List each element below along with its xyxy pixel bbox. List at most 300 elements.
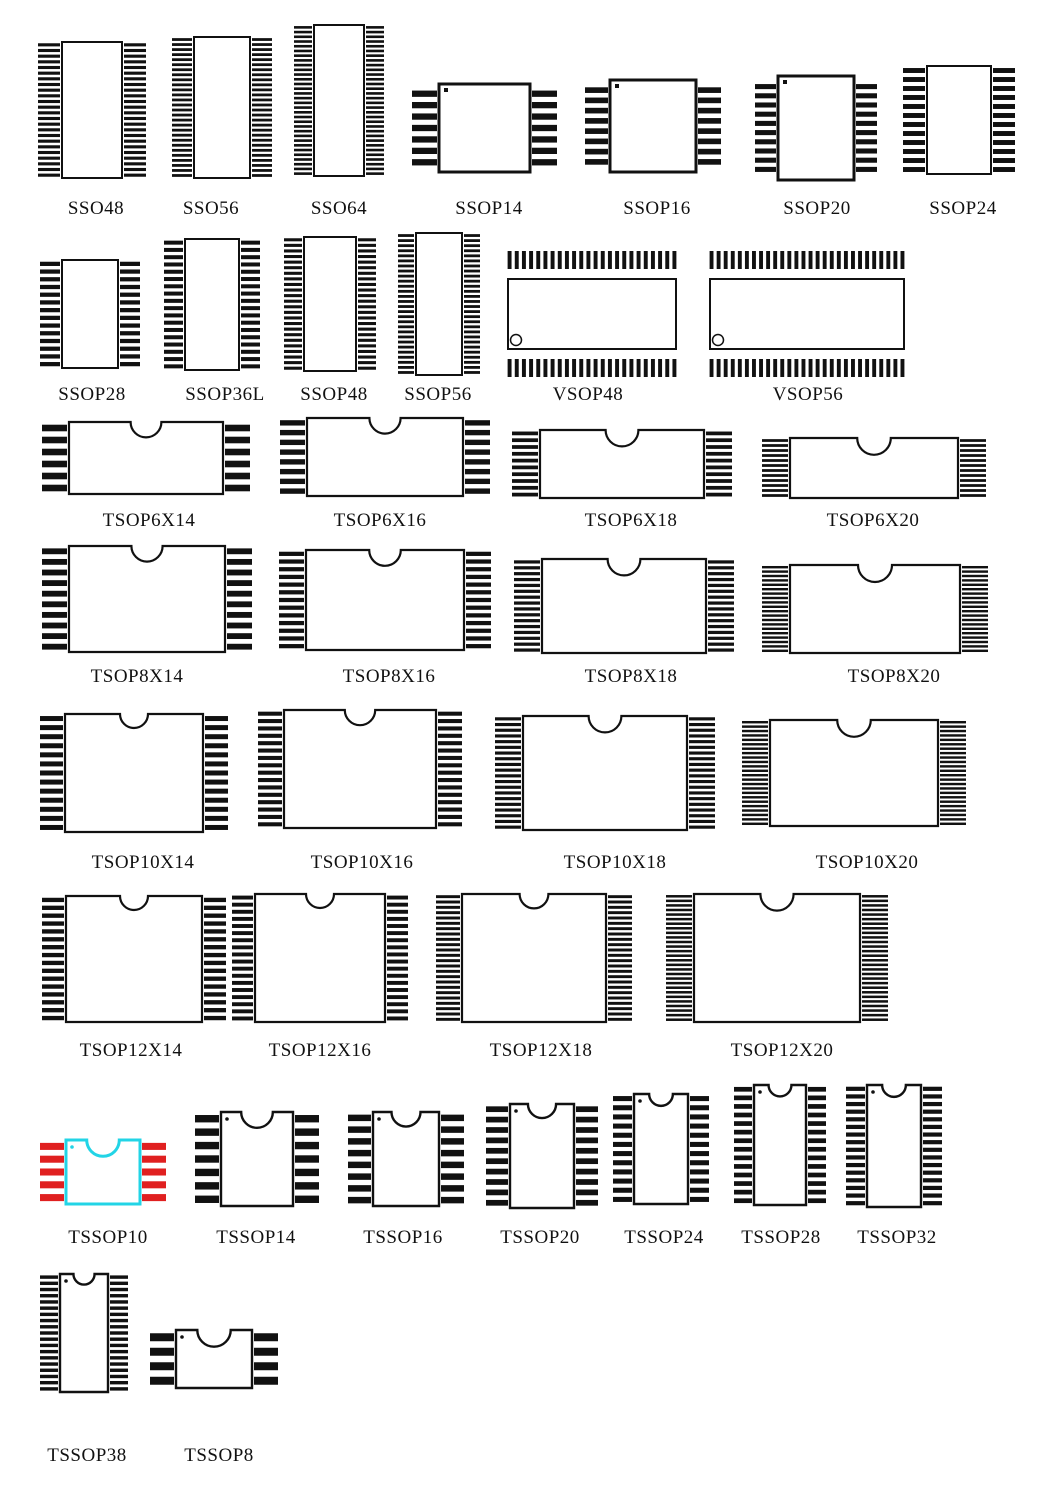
pin [366,139,384,142]
pin [666,945,692,948]
pin [613,1133,632,1138]
pin [734,1190,752,1195]
package-drawing [734,1083,826,1207]
pin [436,970,460,973]
package-drawing [40,258,140,370]
pin [241,335,260,339]
pin [724,359,728,377]
pin-row-top [508,251,677,269]
pin [120,269,140,273]
pin [205,789,228,794]
pin [284,283,302,286]
package-body [540,430,704,498]
pin [594,251,598,269]
pin [412,125,437,131]
pin [608,970,632,973]
pin [585,128,608,134]
pin [940,800,966,802]
pin [808,1198,826,1203]
pin [294,153,312,156]
pin [40,725,63,730]
pin-column-left [42,898,64,1020]
pin [734,1147,752,1152]
pin [294,40,312,43]
pin [940,818,966,820]
pin [742,818,768,820]
package-body [867,1085,921,1207]
pin [466,629,491,633]
pin [514,560,540,563]
pin [637,359,641,377]
pin-column-right [438,712,462,827]
pin [110,1313,128,1316]
package-body [694,894,860,1022]
package-label: TSOP12X14 [79,1040,183,1061]
pin1-dot-icon [180,1335,184,1339]
pin [903,158,925,163]
pin [110,1325,128,1328]
pin [495,803,521,806]
pin [38,117,60,120]
pin [38,162,60,165]
pin [608,901,632,904]
pin [622,251,626,269]
pin [862,1018,888,1021]
pin [225,449,250,456]
pin [698,118,721,124]
pin [608,975,632,978]
pin [42,929,64,933]
package-label: TSOP8X14 [90,666,184,687]
pin [284,350,302,353]
pin [387,988,408,992]
pin [466,598,491,602]
pin [802,251,806,269]
pin [252,73,272,76]
pin [120,323,140,327]
pin [398,234,414,237]
pin [862,986,888,989]
pin [252,174,272,177]
pin [644,251,648,269]
pin [120,285,140,289]
pin [40,1331,58,1334]
pin [742,743,768,745]
pin [666,922,692,925]
pin [295,1196,319,1203]
pin [608,922,632,925]
pin [412,148,437,154]
pin [903,140,925,145]
pin [252,83,272,86]
pin [124,94,146,97]
pin [486,1158,508,1164]
pin [830,359,834,377]
pin [348,1126,371,1132]
pin [742,814,768,816]
pin [862,936,888,939]
pin [110,1350,128,1353]
pin [195,1182,219,1189]
pin [962,645,988,647]
pin [232,1016,253,1020]
pin [284,266,302,269]
pin [436,959,460,962]
pin [42,898,64,902]
package-label: SSOP56 [404,384,472,405]
package-body [306,550,464,650]
pin [923,1148,942,1152]
pin [366,158,384,161]
pin [464,305,480,308]
pin [172,48,192,51]
pin [438,749,462,753]
pin [464,331,480,334]
pin [466,644,491,648]
pin [731,359,735,377]
pin [42,570,67,576]
pin [846,1171,865,1175]
pin [993,77,1015,82]
pin [731,251,735,269]
pin [608,1013,632,1016]
pin [514,637,540,640]
pin [923,1163,942,1167]
pin [689,826,715,829]
pin [398,280,414,283]
pin [689,757,715,760]
pin [745,359,749,377]
pin [708,643,734,646]
package-label: VSOP48 [552,384,624,405]
pin [172,159,192,162]
pin [366,106,384,109]
pin [358,255,376,258]
pin [366,45,384,48]
package-tssop10 [40,1138,166,1206]
pin [666,986,692,989]
pin [752,251,756,269]
pin [172,99,192,102]
pin [252,129,272,132]
pin [862,909,888,912]
pin [464,260,480,263]
pin [225,461,250,468]
pin [40,1288,58,1291]
pin [398,260,414,263]
pin [706,452,732,456]
pin [164,306,183,310]
pin [38,145,60,148]
pin [862,959,888,962]
pin [227,601,252,607]
pin [742,823,768,825]
pin-column-right [856,84,877,172]
pin [585,139,608,145]
pin [464,356,480,359]
pin [742,774,768,776]
pin [940,792,966,794]
pin [40,1300,58,1303]
pin [254,1333,278,1341]
package-body [66,1140,140,1204]
pin [38,168,60,171]
pin [666,973,692,976]
pin [708,631,734,634]
pin-column-right [241,241,260,369]
pin [808,1096,826,1101]
pin [258,793,282,797]
pin [258,719,282,723]
package-body [221,1112,293,1206]
pin [258,800,282,804]
pin [284,300,302,303]
pin-row-bottom [508,359,677,377]
pin [205,743,228,748]
package-label: SSO64 [310,198,368,219]
pin [846,1140,865,1144]
package-body [255,894,385,1022]
pin [495,740,521,743]
pin [856,112,877,117]
pin [438,734,462,738]
pin [689,729,715,732]
pin [794,359,798,377]
pin [227,623,252,629]
pin-column-right [387,896,408,1021]
pin [698,87,721,93]
pin [672,359,676,377]
pin [42,969,64,973]
pin [436,975,460,978]
pin [398,341,414,344]
pin [38,83,60,86]
pin [903,122,925,127]
pin [195,1128,219,1135]
pin [856,139,877,144]
pin [993,140,1015,145]
pin [613,1169,632,1174]
pin [808,1130,826,1135]
pin [923,1201,942,1205]
pin [862,964,888,967]
pin [940,743,966,745]
pin [204,914,226,918]
package-tssop24 [613,1092,709,1206]
pin [742,787,768,789]
pin [366,125,384,128]
pin [886,359,890,377]
pin [940,725,966,727]
pin [366,78,384,81]
pin [901,359,905,377]
pin [762,623,788,625]
package-body [462,894,606,1022]
pin [294,125,312,128]
pin [856,93,877,98]
pin [465,459,490,464]
pin [398,270,414,273]
pin [232,924,253,928]
pin [879,359,883,377]
pin [962,575,988,577]
pin [387,903,408,907]
pin [464,234,480,237]
pin [551,359,555,377]
pin [227,633,252,639]
pin [172,139,192,142]
pin-column-left [232,896,253,1021]
pin-column-right [940,721,966,825]
pin [42,961,64,965]
pin [690,1151,709,1156]
pin [294,168,312,171]
pin [172,53,192,56]
pin [38,77,60,80]
pin [227,570,252,576]
package-drawing [762,436,986,500]
pin [808,1104,826,1109]
package-body [927,66,991,174]
pin-column-left [742,721,768,825]
pin [279,567,304,571]
pin [40,277,60,281]
pin [706,486,732,490]
pin [172,94,192,97]
pin [40,1356,58,1359]
pin [42,644,67,650]
pin [486,1200,508,1206]
pin [294,97,312,100]
pin-column-right [690,1096,709,1202]
pin [348,1197,371,1203]
pin [846,1094,865,1098]
pin [120,262,140,266]
pin [252,94,272,97]
pin [734,1113,752,1118]
pin [862,982,888,985]
pin [42,1008,64,1012]
pin [252,169,272,172]
pin [762,566,788,568]
pin [204,937,226,941]
pin [708,572,734,575]
pin [613,1197,632,1202]
pin [110,1288,128,1291]
pin [398,265,414,268]
pin [608,954,632,957]
pin [585,98,608,104]
pin [294,163,312,166]
pin [742,761,768,763]
pin [738,359,742,377]
pin [762,601,788,603]
pin [387,981,408,985]
package-label: SSO48 [67,198,125,219]
pin [708,584,734,587]
pin [613,1096,632,1101]
pin [294,83,312,86]
pin [172,104,192,107]
pin [387,917,408,921]
pin [110,1338,128,1341]
pin [436,954,460,957]
pin [464,249,480,252]
pin [993,113,1015,118]
pin [279,559,304,563]
pin [366,163,384,166]
pin [993,122,1015,127]
pin [689,746,715,749]
pin [879,251,883,269]
pin [205,798,228,803]
pin [241,299,260,303]
pin [514,625,540,628]
pin [252,154,272,157]
pin [252,99,272,102]
pin [295,1169,319,1176]
pin [120,354,140,358]
pin [195,1115,219,1122]
package-drawing [42,544,252,654]
pin [254,1348,278,1356]
pin [615,359,619,377]
pin-column-right [252,38,272,177]
package-drawing [512,428,732,500]
pin [205,780,228,785]
pin [205,734,228,739]
pin [40,1294,58,1297]
pin [608,1018,632,1021]
pin [40,300,60,304]
pin [608,1007,632,1010]
pin [466,621,491,625]
pin [232,910,253,914]
pin [734,1181,752,1186]
pin [962,592,988,594]
pin1-dot-icon [377,1117,381,1121]
pin [862,918,888,921]
pin [438,771,462,775]
pin [717,251,721,269]
pin [348,1162,371,1168]
pin [940,774,966,776]
pin [862,941,888,944]
pin [42,633,67,639]
pin [124,117,146,120]
pin [227,591,252,597]
pin-column-right [204,898,226,1020]
pin [762,489,788,492]
pin [227,644,252,650]
pin [366,168,384,171]
pin [358,350,376,353]
pin-column-right [464,234,480,374]
pin [358,316,376,319]
pin [358,283,376,286]
pin [294,78,312,81]
pin [42,612,67,618]
pin [752,359,756,377]
pin [387,1016,408,1020]
pin [844,359,848,377]
pin [172,68,192,71]
pin [755,102,776,107]
pin [110,1381,128,1384]
pin [398,366,414,369]
pin-column-right [708,560,734,651]
pin [608,959,632,962]
